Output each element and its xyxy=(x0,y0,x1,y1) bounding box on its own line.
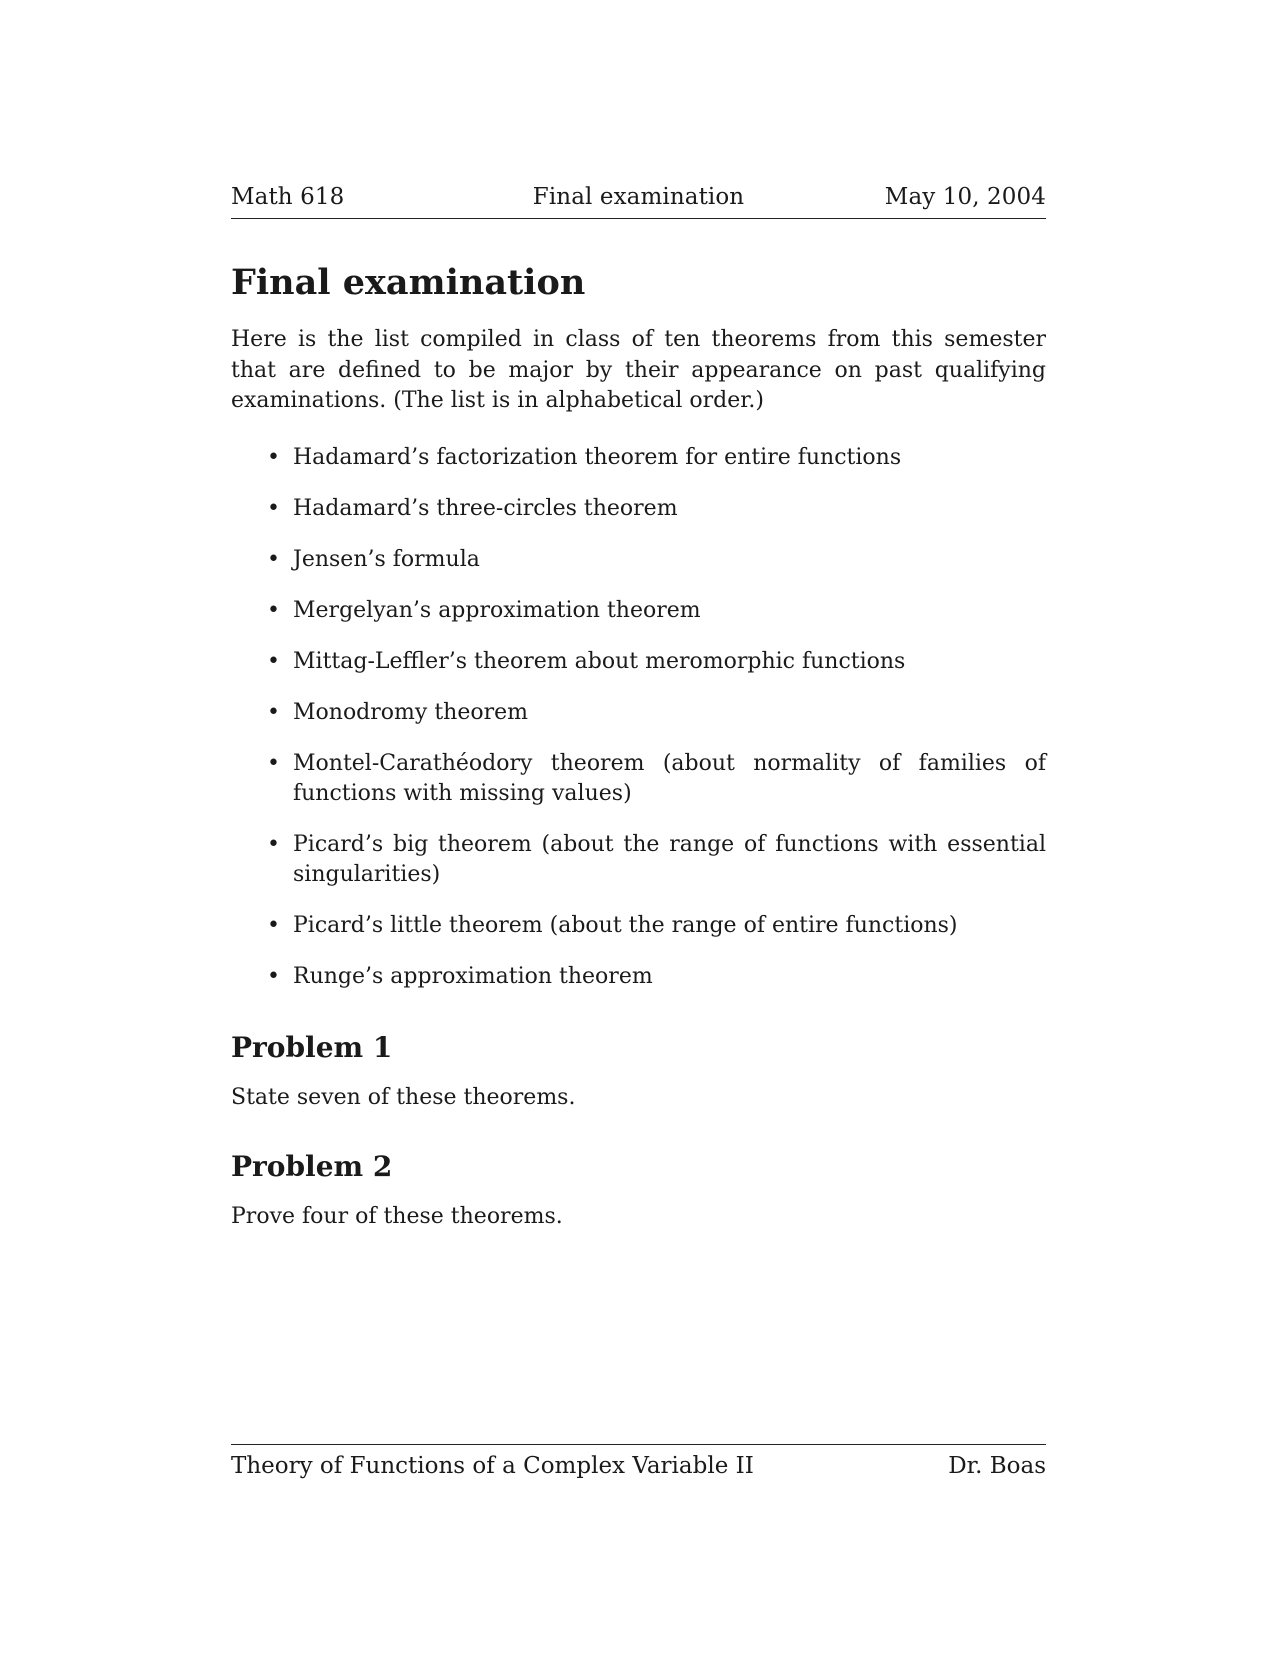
header-date: May 10, 2004 xyxy=(884,184,1046,210)
list-item xyxy=(231,962,1046,992)
list-item xyxy=(231,494,1046,524)
list-item-text: Hadamard’s factorization theorem for entire functions xyxy=(293,445,902,470)
list-item xyxy=(231,911,1046,941)
bullet-icon: • xyxy=(267,496,280,521)
bullet-icon: • xyxy=(267,913,280,938)
list-item-text: Runge’s approximation theorem xyxy=(293,964,653,989)
list-item xyxy=(231,830,1046,890)
theorem-list xyxy=(231,443,1046,1013)
list-item-text: Picard’s big theorem (about the range of functions with essential singularities) xyxy=(293,832,1046,887)
bullet-icon: • xyxy=(267,598,280,623)
list-item xyxy=(231,749,1046,809)
problem-1-heading: Problem 1 xyxy=(231,1031,393,1064)
list-item xyxy=(231,647,1046,677)
list-item-text: Jensen’s formula xyxy=(293,547,480,572)
list-item-text: Hadamard’s three-circles theorem xyxy=(293,496,678,521)
bullet-icon: • xyxy=(267,832,280,857)
exam-page xyxy=(231,0,1046,1656)
list-item xyxy=(231,698,1046,728)
footer-instructor: Dr. Boas xyxy=(948,1453,1046,1479)
list-item xyxy=(231,443,1046,473)
header-course: Math 618 xyxy=(231,184,345,210)
problem-2-heading: Problem 2 xyxy=(231,1150,393,1183)
problem-2-text: Prove four of these theorems. xyxy=(231,1204,563,1229)
list-item-text: Picard’s little theorem (about the range of entire functions) xyxy=(293,913,958,938)
running-footer xyxy=(231,1444,1046,1479)
problem-1-text: State seven of these theorems. xyxy=(231,1085,576,1110)
list-item xyxy=(231,596,1046,626)
bullet-icon: • xyxy=(267,751,280,776)
bullet-icon: • xyxy=(267,547,280,572)
list-item-text: Monodromy theorem xyxy=(293,700,528,725)
list-item xyxy=(231,545,1046,575)
bullet-icon: • xyxy=(267,649,280,674)
footer-course-name: Theory of Functions of a Complex Variable II xyxy=(231,1453,754,1479)
list-item-text: Montel-Carathéodory theorem (about normality of families of functions with missing values) xyxy=(293,751,1046,806)
header-title: Final examination xyxy=(532,184,745,210)
bullet-icon: • xyxy=(267,700,280,725)
list-item-text: Mittag-Leffler’s theorem about meromorphic functions xyxy=(293,649,906,674)
list-item-text: Mergelyan’s approximation theorem xyxy=(293,598,701,623)
bullet-icon: • xyxy=(267,445,280,470)
intro-paragraph: Here is the list compiled in class of ten theorems from this semester that are defined to be major by their appearance on past qualifying examinations. (The list is in alphabetical order.) xyxy=(231,327,1046,413)
running-header xyxy=(231,184,1046,219)
page-title: Final examination xyxy=(231,262,586,303)
bullet-icon: • xyxy=(267,964,280,989)
